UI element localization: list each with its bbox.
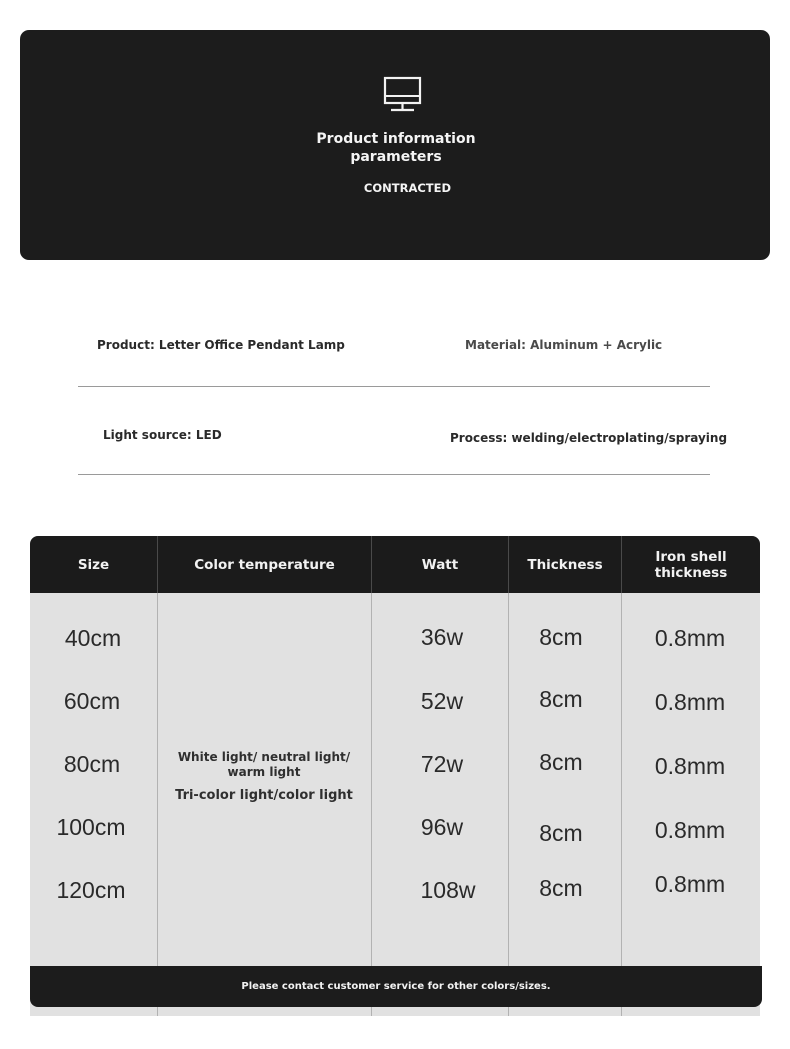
thickness-cell: 8cm: [539, 624, 583, 650]
divider: [78, 386, 710, 387]
table-header: [30, 536, 760, 593]
iron-shell-cell: 0.8mm: [654, 817, 726, 843]
footer-note: Please contact customer service for other colors/sizes.: [30, 966, 762, 1007]
thickness-cell: 8cm: [539, 749, 583, 775]
watt-cell: 108w: [420, 877, 476, 903]
spec-table: [30, 536, 760, 1016]
thickness-cell: 8cm: [539, 875, 583, 901]
iron-shell-cell: 0.8mm: [654, 753, 726, 779]
product-info: Product: Letter Office Pendant Lamp: [97, 338, 345, 352]
header-watt: Watt: [421, 556, 459, 573]
watt-cell: 96w: [420, 814, 464, 840]
watt-cell: 52w: [420, 688, 464, 714]
page-subtitle: CONTRACTED: [363, 181, 452, 195]
page-title: Product information parameters: [316, 131, 476, 165]
watt-cell: 72w: [420, 751, 464, 777]
color-note-line1: White light/ neutral light/ warm light: [177, 750, 351, 779]
thickness-cell: 8cm: [539, 686, 583, 712]
iron-shell-cell: 0.8mm: [654, 871, 726, 897]
monitor-icon: [383, 76, 423, 112]
watt-cell: 36w: [420, 624, 464, 650]
process-info: Process: welding/electroplating/spraying: [450, 431, 728, 445]
header-iron-shell-thickness: Iron shell thickness: [654, 548, 728, 581]
size-cell: 40cm: [64, 625, 122, 651]
size-cell: 120cm: [56, 877, 126, 903]
material-info: Material: Aluminum + Acrylic: [465, 338, 663, 352]
header-thickness: Thickness: [527, 556, 603, 573]
divider: [78, 474, 710, 475]
header-color-temperature: Color temperature: [194, 556, 335, 573]
size-cell: 80cm: [63, 751, 121, 777]
light-source-info: Light source: LED: [103, 428, 222, 442]
header-size: Size: [77, 556, 110, 573]
size-cell: 100cm: [56, 814, 126, 840]
color-temperature-cell: [164, 750, 364, 803]
iron-shell-cell: 0.8mm: [654, 689, 726, 715]
iron-shell-cell: 0.8mm: [654, 625, 726, 651]
thickness-cell: 8cm: [539, 820, 583, 846]
color-note-line2: Tri-color light/color light: [175, 788, 353, 803]
size-cell: 60cm: [63, 688, 121, 714]
